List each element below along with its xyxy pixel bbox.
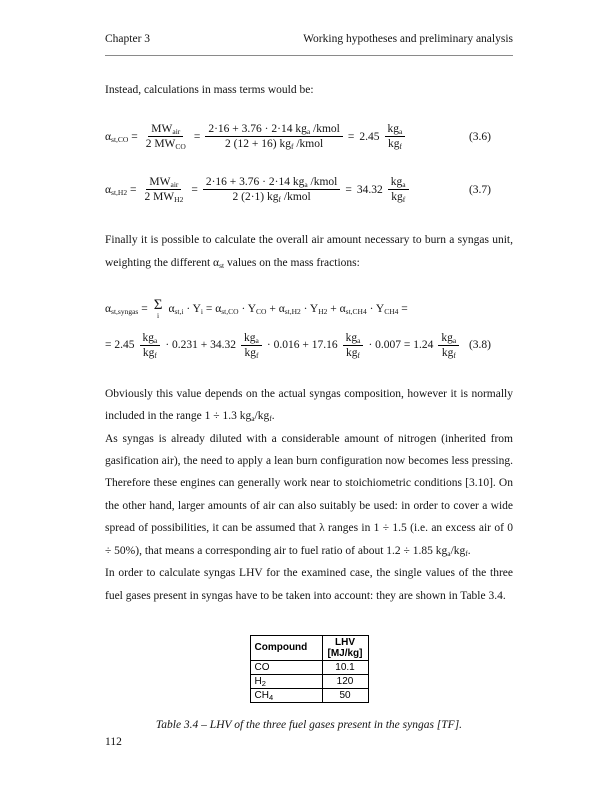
eq37-fraction-1 (141, 176, 186, 203)
equation-3-8-number: (3.8) (468, 339, 491, 352)
body-paragraphs (105, 383, 513, 607)
eq38-l2-part2: · 0.231 + 34.32 (165, 339, 237, 352)
lhv-cell: 50 (322, 688, 368, 702)
eq37-frac3-numerator: $kg_a$ (388, 176, 409, 190)
eq36-frac3-numerator: $kg_a$ (385, 123, 406, 137)
eq37-frac2-denominator: 2 (2·1) $kg_f$ /kmol (232, 191, 311, 205)
equation-3-8-line1-body (105, 298, 408, 320)
equation-3-6-body (105, 123, 405, 150)
equation-3-8-line2-body (105, 332, 459, 359)
eq37-frac2-numerator: 2·16 + 3.76 · 2·14 $kg_a$ /kmol (203, 176, 341, 190)
lhv-header-line2: [MJ/kg] (327, 647, 363, 659)
eq37-equals-3: = (345, 183, 352, 196)
lhv-table-header-lhv (322, 635, 368, 660)
eq36-fraction-2 (205, 123, 343, 150)
equation-3-6-number: (3.6) (468, 130, 491, 143)
eq38-lhs: $\alpha_{st,syngas}$ = (105, 303, 148, 317)
table-row (250, 688, 368, 702)
eq38-kg-fraction-3 (343, 332, 364, 359)
table-caption: Table 3.4 – LHV of the three fuel gases present in the syngas [TF]. (155, 718, 463, 731)
kg-a-numerator: $kg_a$ (343, 332, 364, 346)
equation-3-8-line2 (105, 332, 513, 359)
lhv-table (250, 635, 369, 703)
lhv-table-header-compound: Compound (250, 635, 322, 660)
lhv-header-line1: LHV (335, 636, 355, 648)
compound-cell: CO (250, 660, 322, 674)
paragraph-syngas-dilution: As syngas is already diluted with a considerable amount of nitrogen (inherited from gasification air), the need to apply a lean burn configuration now becomes less pressing. Therefore these engines can generally work near to stoichiometric conditions [3.10]. On the other hand, larger amounts of air can also suitably be used: in order to cover a wide spread of possibilities, it can be assumed that λ ranges in 1 ÷ 1.5 (i.e. an excess air of 0 ÷ 50%), that means a corresponding air to fuel ratio of about 1.2 ÷ 1.85 $kg_a/kg_f$. (105, 432, 513, 558)
paragraph-obviously: Obviously this value depends on the actual syngas composition, however it is normally included in the range 1 ÷ 1.3 $kg_a/kg_f$. (105, 387, 513, 424)
eq37-result: 34.32 (356, 183, 383, 196)
table-row (250, 660, 368, 674)
paragraph-lhv-intro: In order to calculate syngas LHV for the examined case, the single values of the three fuel gases present in syngas have to be taken into account: they are shown in Table 3.4. (105, 567, 513, 602)
lhv-cell: 120 (322, 674, 368, 688)
eq37-equals-2: = (191, 183, 198, 196)
page-content (105, 33, 513, 731)
paragraph-finally: Finally it is possible to calculate the overall air amount necessary to burn a syngas unit, weighting the different $\alpha_{st}$ values on the mass fractions: (105, 234, 513, 270)
intro-paragraph: Instead, calculations in mass terms would be: (105, 84, 314, 96)
eq37-frac1-denominator: 2 $MW_{H2}$ (144, 191, 184, 205)
compound-cell: $CH_4$ (250, 688, 322, 702)
eq36-frac1-denominator: 2 $MW_{CO}$ (145, 138, 186, 152)
eq36-frac2-numerator: 2·16 + 3.76 · 2·14 $kg_a$ /kmol (205, 123, 343, 137)
eq38-line1-rest: $\alpha_{st,i} \cdot Y_i = \alpha_{st,CO} \cdot Y_{CO} + \alpha_{st,H2} \cdot Y_{H2} + \alpha_{st,CH4} \cdot Y_{CH4}$ = (168, 303, 408, 317)
eq36-fraction-3 (385, 123, 406, 150)
table-row (250, 674, 368, 688)
sigma-glyph: Σ (153, 297, 163, 314)
eq36-lhs: $\alpha_{st,CO}$ = (105, 130, 138, 144)
eq37-frac1-numerator: $MW_{air}$ (146, 176, 181, 190)
eq37-lhs: $\alpha_{st,H2}$ = (105, 183, 137, 197)
eq36-fraction-1 (143, 123, 189, 150)
eq38-l2-part1: = 2.45 (105, 339, 135, 352)
eq38-kg-fraction-4 (438, 332, 459, 359)
lhv-table-header-row (250, 635, 368, 660)
page-number: 112 (105, 736, 122, 748)
header-section-title: Working hypotheses and preliminary analysis (303, 33, 513, 45)
kg-f-denominator: $kg_f$ (346, 346, 361, 360)
running-header (105, 33, 513, 56)
eq37-fraction-2 (203, 176, 341, 203)
eq36-equals-3: = (347, 130, 355, 143)
eq38-kg-fraction-2 (241, 332, 262, 359)
sigma-index: i (157, 311, 160, 321)
kg-a-numerator: $kg_a$ (438, 332, 459, 346)
header-chapter-label: Chapter 3 (105, 33, 151, 45)
kg-f-denominator: $kg_f$ (441, 346, 456, 360)
eq38-l2-part4: · 0.007 = 1.24 (368, 339, 434, 352)
eq38-l2-part3: · 0.016 + 17.16 (266, 339, 338, 352)
eq37-fraction-3 (388, 176, 409, 203)
lhv-cell: 10.1 (322, 660, 368, 674)
equation-3-8-line1 (105, 298, 513, 320)
eq37-frac3-denominator: $kg_f$ (391, 191, 406, 205)
kg-a-numerator: $kg_a$ (241, 332, 262, 346)
equation-3-6 (105, 123, 513, 150)
equation-3-7 (105, 176, 513, 203)
kg-f-denominator: $kg_f$ (142, 346, 157, 360)
kg-a-numerator: $kg_a$ (140, 332, 161, 346)
eq36-frac2-denominator: 2 (12 + 16) $kg_f$ /kmol (225, 138, 324, 152)
eq38-kg-fraction-1 (140, 332, 161, 359)
eq36-frac3-denominator: $kg_f$ (387, 138, 402, 152)
eq36-frac1-numerator: $MW_{air}$ (148, 123, 183, 137)
kg-f-denominator: $kg_f$ (244, 346, 259, 360)
eq36-result: 2.45 (359, 130, 380, 143)
summation-symbol (154, 298, 163, 320)
equation-3-7-body (105, 176, 409, 203)
eq36-equals-2: = (193, 130, 201, 143)
compound-cell: $H_2$ (250, 674, 322, 688)
equation-3-7-number: (3.7) (468, 183, 491, 196)
